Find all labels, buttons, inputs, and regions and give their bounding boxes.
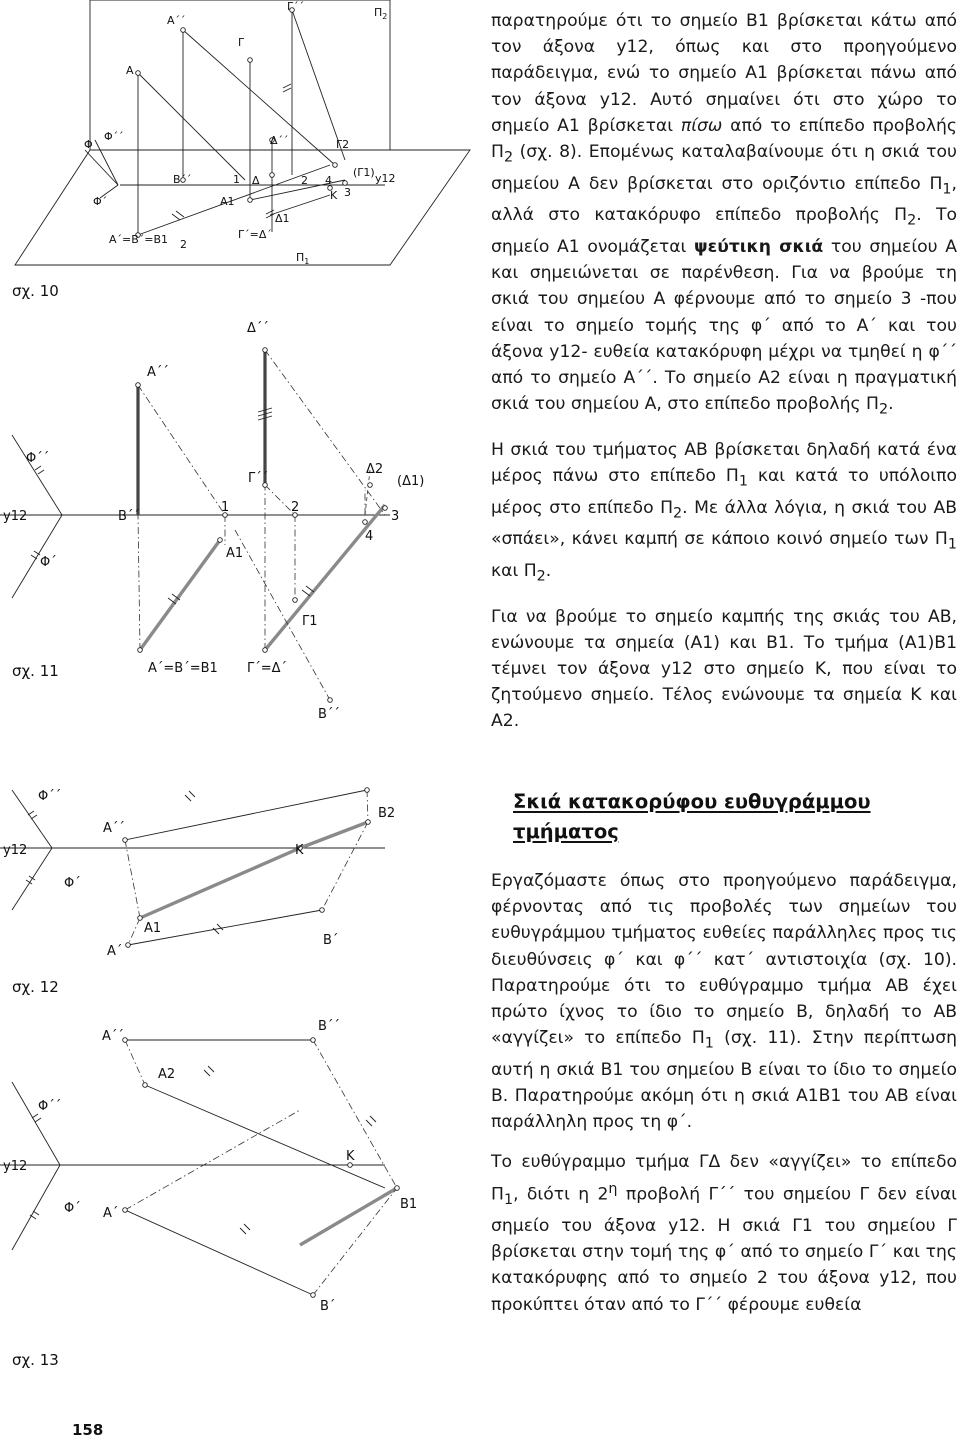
fig13-a2pt-label: Α2 [158, 1067, 176, 1082]
fig10-gamma2-label: Γ2 [336, 138, 350, 151]
fig11-two-label: 2 [291, 500, 300, 515]
figure-12-caption: σχ. 12 [12, 978, 59, 996]
fig10-phi1-label: Φ΄ [93, 195, 108, 208]
paragraph-5: Το ευθύγραμμο τμήμα ΓΔ δεν «αγγίζει» το επίπεδο $\Pi_1$, διότι η $2^\eta$ προβολή Γ΄΄ του σημείου Γ δεν είναι σημείο του άξονα y12. Η σκιά Γ1 του σημείου Γ βρίσκεται στην τομή της φ΄ από το σημείο Γ΄ και της κατακόρυφης από το σημείο 2 του άξονα y12, που προκύπτει όταν από το Γ΄΄ φέρουμε ευθεία [491, 1152, 957, 1315]
fig10-a-label: Α [126, 64, 134, 77]
fig13-phi2-arrow [12, 1082, 60, 1165]
fig13-phi2-label: Φ΄΄ [38, 1099, 62, 1114]
fig10-one-label: 1 [233, 173, 240, 186]
fig10-phi-label: Φ [84, 138, 93, 151]
fig12-phi1-label: Φ΄ [64, 876, 81, 891]
fig10-p1-label: $\Pi_1$ [296, 251, 310, 266]
fig12-shadow-1 [140, 848, 300, 918]
plane-p1-outline [15, 150, 470, 265]
fig12-k-label: Κ [295, 843, 304, 858]
ray-a [138, 73, 245, 180]
fig13-b1-label: Β1 [400, 1197, 418, 1212]
fig11-b2-label: Β΄΄ [118, 509, 140, 524]
paragraph-1: παρατηρούμε ότι το σημείο Β1 βρίσκεται κάτω από τον άξονα y12, όπως και στο προηγούμενο παράδειγμα, ενώ το σημείο Α1 βρίσκεται πάνω από τον άξονα y12. Αυτό σημαίνει ότι στο χώρο το σημείο Α1 βρίσκεται πίσω από το επίπεδο προβολής $\Pi_2$ (σχ. 8). Επομένως καταλαβαίνουμε ότι η σκιά του σημείου Α δεν βρίσκεται στο οριζόντιο επίπεδο $\Pi_1$, αλλά στο κατακόρυφο επίπεδο προβολής $\Pi_2$. Το σημείο Α1 ονομάζεται ψεύτικη σκιά του σημείου Α και σημειώνεται σε παρένθεση. Για να βρούμε τη σκιά του σημείου Α φέρνουμε από το σημείο 3 -που είναι το σημείο τομής της φ΄ από το Α΄ και του άξονα y12- ευθεία κατακόρυφη μέχρι να τμηθεί η φ΄΄ από το σημείο Α΄΄. Το σημείο Α2 είναι η πραγματική σκιά του σημείου Α, στο επίπεδο προβολής $\Pi_2$. [491, 11, 958, 418]
fig11-four-label: 4 [365, 529, 374, 544]
fig11-y12-label: y12 [3, 509, 28, 524]
fig13-shadow-b [300, 1188, 397, 1245]
fig11-delta2-label: Δ2 [366, 462, 384, 477]
plane-p2-outline [90, 0, 390, 150]
paragraph-2: Η σκιά του τμήματος ΑΒ βρίσκεται δηλαδή κατά ένα μέρος πάνω στο επίπεδο $\Pi_1$ και κατά το υπόλοιπο μέρος στο επίπεδο $\Pi_2$. Με άλλα λόγια, η σκιά του ΑΒ «σπάει», κάνει καμπή σε κάποιο κοινό σημείο των $\Pi_1$ και $\Pi_2$. [491, 439, 957, 585]
fig13-ref-b [313, 1040, 397, 1188]
fig12-b2-label: Β2 [378, 806, 396, 821]
section-title: Σκιά κατακορύφου ευθυγράμμου τμήματος [513, 790, 871, 843]
fig13-ab1 [125, 1210, 313, 1295]
fig10-two-label: 2 [301, 174, 308, 187]
paragraph-3: Για να βρούμε το σημείο καμπής της σκιάς του ΑΒ, ενώνουμε τα σημεία (Α1) και Β1. Το τμήμα (Α1)Β1 τέμνει τον άξονα y12 στο σημείο Κ, που είναι το ζητούμενο σημείο. Τέλος ενώνουμε τα σημεία Κ και Α2. [491, 606, 957, 732]
fig10-y12-label: y12 [375, 172, 396, 185]
figure-13 [0, 1019, 417, 1314]
fig13-k-label: Κ [346, 1149, 355, 1164]
fig10-g-label: Γ [238, 36, 245, 49]
figure-11 [0, 321, 424, 722]
fig10-b2-label: Β΄΄ [173, 173, 192, 186]
fig10-a2-label: Α΄΄ [167, 14, 186, 27]
fig10-d-label: Δ [252, 174, 260, 187]
fig13-phi1-arrow [12, 1165, 60, 1250]
fig10-k-label: Κ [330, 189, 338, 202]
fig12-ab2 [125, 790, 367, 840]
fig13-a2-label: Α΄΄ [102, 1029, 124, 1044]
phi-arrow-1 [85, 150, 118, 185]
fig10-p2-label: $\Pi_2$ [374, 6, 388, 21]
fig12-ref-b [367, 790, 368, 822]
fig10-a1-label: Α1 [220, 195, 235, 208]
fig13-shadow-line [145, 1085, 385, 1188]
fig11-ray-d [265, 350, 385, 515]
fig11-abb-label: Α΄=Β΄=Β1 [148, 661, 218, 676]
text-block-upper [491, 8, 957, 735]
fig12-phi2-label: Φ΄΄ [38, 789, 62, 804]
fig13-b1p-label: Β΄ [320, 1299, 336, 1314]
fig11-phi2-label: Φ΄΄ [26, 451, 50, 466]
fig12-a1p-label: Α΄ [107, 944, 123, 959]
fig12-y12-label: y12 [3, 843, 28, 858]
fig11-one-label: 1 [221, 500, 230, 515]
fig11-three-label: 3 [391, 509, 400, 524]
fig13-a1p-label: Α΄ [103, 1206, 119, 1221]
fig11-phi2-arrow [12, 435, 62, 515]
fig12-b1-label: Β΄ [323, 933, 339, 948]
fig10-gd-label: Γ΄=Δ΄ [238, 228, 272, 241]
fig10-d2-label: Δ΄΄ [270, 134, 289, 147]
fig10-g2-label: Γ΄΄ [287, 0, 305, 13]
fig10-d1-label: Δ1 [275, 212, 290, 225]
fig13-phi1-label: Φ΄ [64, 1201, 81, 1216]
fig11-ray-a [138, 385, 225, 515]
fig12-shadow-2 [300, 822, 368, 848]
fig11-shadow-gd [265, 505, 385, 650]
fig11-g1-label: Γ1 [302, 614, 318, 629]
fig13-y12-label: y12 [3, 1159, 28, 1174]
figure-10 [15, 0, 470, 266]
fig10-two-b-label: 2 [180, 238, 187, 251]
figure-10-caption: σχ. 10 [12, 282, 59, 300]
figure-12 [0, 788, 395, 959]
figure-11-caption: σχ. 11 [12, 662, 59, 680]
figure-13-caption: σχ. 13 [12, 1351, 59, 1369]
fig11-phi1-label: Φ΄ [40, 555, 57, 570]
page-number: 158 [72, 1421, 104, 1439]
fig10-phi2-label: Φ΄΄ [104, 130, 124, 143]
fig10-abb-label: Α΄=Β΄=Β1 [109, 233, 169, 246]
fig11-b2low-label: Β΄΄ [318, 707, 340, 722]
term-false-shadow: ψεύτικη σκιά [694, 236, 824, 257]
phi-arrow-2 [95, 140, 118, 185]
fig10-four-label: 4 [325, 174, 332, 187]
fig12-a1-label: Α1 [144, 921, 162, 936]
fig12-ref-a [125, 840, 140, 918]
fig11-g2-label: Γ΄΄ [248, 471, 269, 486]
fig11-d2-label: Δ΄΄ [247, 321, 269, 336]
emphasis-piso: πίσω [680, 115, 723, 136]
fig10-three-label: 3 [344, 186, 351, 199]
paragraph-4: Εργαζόμαστε όπως στο προηγούμενο παράδειγμα, φέρνοντας από τις προβολές των σημείων του ευθυγράμμου τμήματος ευθείες παράλληλες προς τις διευθύνσεις φ΄ και φ΄΄ κατ΄ αντιστοιχία (σχ. 10). Παρατηρούμε ότι το ευθύγραμμο τμήμα ΑΒ έχει πρώτο ίχνος το ίδιο το σημείο Β, δηλαδή το ΑΒ «αγγίζει» το επίπεδο $\Pi_1$ (σχ. 11). Στην περίπτωση αυτή η σκιά Β1 του σημείου Β είναι το ίδιο το σημείο Β. Παρατηρούμε ακόμη ότι η σκιά Α1Β1 του ΑΒ είναι παράλληλη προς τη φ΄. [491, 871, 957, 1133]
fig12-a2-label: Α΄΄ [103, 821, 125, 836]
fig11-gd-label: Γ΄=Δ΄ [247, 661, 288, 676]
fig11-shadow-ab [140, 540, 220, 650]
fig11-a1-label: Α1 [226, 546, 244, 561]
ray-a2 [183, 30, 335, 165]
fig13-ref-a [125, 1040, 145, 1085]
fig10-g1p-label: (Γ1) [353, 166, 375, 179]
fig11-d1p-label: (Δ1) [397, 474, 425, 489]
fig13-b2-label: Β΄΄ [318, 1019, 340, 1034]
text-block-lower [491, 868, 957, 1318]
fig11-a2-label: Α΄΄ [147, 365, 169, 380]
